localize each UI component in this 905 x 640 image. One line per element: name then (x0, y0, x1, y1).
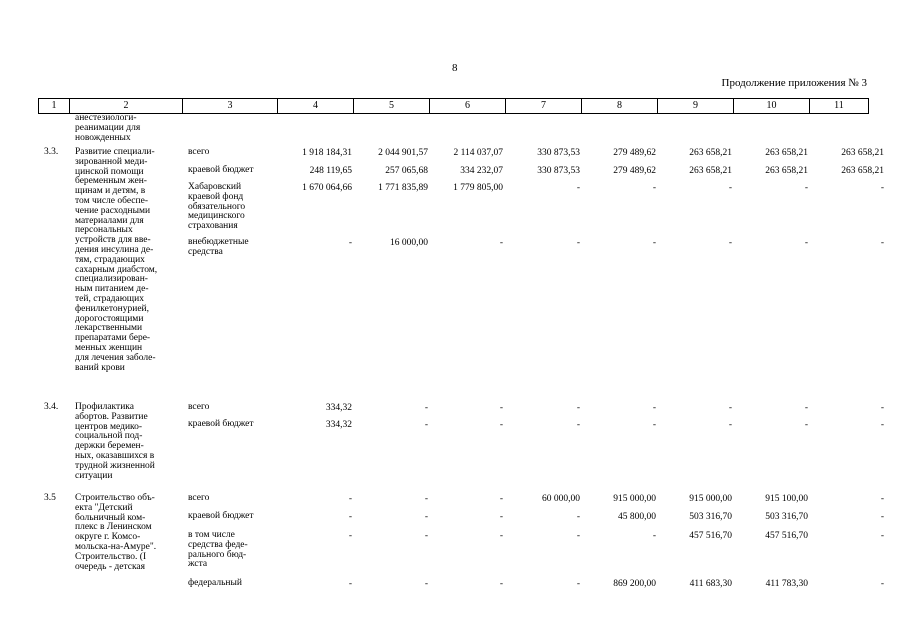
row_3_5-line-1-col-4: - (348, 512, 352, 522)
row_3_4-line-1-col-8: - (652, 420, 656, 430)
row_3_3-line-0-col-10: 263 658,21 (765, 148, 808, 158)
row_3_4-line-0-col-10: - (804, 403, 808, 413)
row_3_5-line-3-col-8: 869 200,00 (613, 579, 656, 589)
col-8-header: 8 (582, 99, 658, 114)
row_3_3-line-1-col-8: 279 489,62 (613, 166, 656, 176)
row_3_3-line-1-col-9: 263 658,21 (689, 166, 732, 176)
row_3_3-line-2-col-5: 1 771 835,89 (378, 183, 428, 193)
row_3_3-line-2-col-8: - (652, 183, 656, 193)
column-header-row (38, 98, 869, 114)
row_3_5-line-2-col-7: - (576, 531, 580, 541)
row_3_3-line-0-col-5: 2 044 901,57 (378, 148, 428, 158)
row_3_3-line-2-col-10: - (804, 183, 808, 193)
row_3_5-number: 3.5 (44, 493, 56, 503)
row_3_5-line-1-col-9: 503 316,70 (689, 512, 732, 522)
row_3_4-line-0-col-7: - (576, 403, 580, 413)
row_3_5-line-2-col-10: 457 516,70 (765, 531, 808, 541)
row_3_3-line-2-col-6: 1 779 805,00 (453, 183, 503, 193)
row_3_5-name: Строительство объ- екта "Детский больничный ком- плекс в Ленинском округе г. Комсо- мольска-на-Амуре". Строительство. (I очередь - детская (75, 493, 157, 572)
row_3_3-line-0-label: всего (188, 147, 210, 157)
row_3_3-line-3-col-6: - (499, 238, 503, 248)
row_3_5-line-1-label: краевой бюджет (188, 511, 254, 521)
row_3_5-line-2-col-4: - (348, 531, 352, 541)
row_3_5-line-0-col-5: - (424, 494, 428, 504)
row_3_4-line-0-col-8: - (652, 403, 656, 413)
row_3_5-line-1-col-11: - (880, 512, 884, 522)
row_3_4-line-1-col-4: 334,32 (325, 420, 352, 430)
row_3_3-line-1-col-7: 330 873,53 (537, 166, 580, 176)
row_3_3-line-2-col-11: - (880, 183, 884, 193)
row_3_3-line-3-col-8: - (652, 238, 656, 248)
row_3_5-line-3-col-9: 411 683,30 (689, 579, 732, 589)
row_3_3-line-3-col-10: - (804, 238, 808, 248)
col-1-header: 1 (39, 99, 70, 114)
col-7-header: 7 (506, 99, 582, 114)
col-2-header: 2 (70, 99, 183, 114)
row_3_5-line-0-col-11: - (880, 494, 884, 504)
row_3_5-line-0-col-4: - (348, 494, 352, 504)
col-10-header: 10 (734, 99, 810, 114)
col-5-header: 5 (354, 99, 430, 114)
row_3_3-line-1-col-11: 263 658,21 (841, 166, 884, 176)
row_3_3-line-2-col-4: 1 670 064,66 (302, 183, 352, 193)
row_3_5-line-3-col-5: - (424, 579, 428, 589)
row_3_5-line-0-col-8: 915 000,00 (613, 494, 656, 504)
row_3_5-line-0-col-10: 915 100,00 (765, 494, 808, 504)
row_3_5-line-2-col-11: - (880, 531, 884, 541)
row_3_4-line-0-col-4: 334,32 (325, 403, 352, 413)
row_3_4-number: 3.4. (44, 402, 59, 412)
col-3-header: 3 (183, 99, 278, 114)
continuation-note: Продолжение приложения № 3 (721, 77, 867, 89)
row_3_3-line-1-col-6: 334 232,07 (460, 166, 503, 176)
page-number: 8 (452, 62, 458, 74)
row_3_3-line-3-col-4: - (348, 238, 352, 248)
row_3_5-line-0-col-6: - (499, 494, 503, 504)
row_3_4-line-0-col-5: - (424, 403, 428, 413)
row_3_5-line-3-col-6: - (499, 579, 503, 589)
row_3_5-line-2-col-5: - (424, 531, 428, 541)
row_3_4-line-0-label: всего (188, 402, 210, 412)
row_3_5-line-0-label: всего (188, 493, 210, 503)
row_3_4-line-1-col-9: - (728, 420, 732, 430)
row_3_5-line-3-label: федеральный (188, 578, 242, 588)
row_3_3-name: Развитие специали- зированной меди- цинской помощи беременным жен- щинам и детям, в том числе обеспе- чение расходными материалами для персональных устройств для вве- дения инсулина де- тям, страдающих сахарным диабстом, специализирован- ным питанием де- тей, страдающих фенилкетонурией, дорогостоящими лекарственными препаратами бере- менных женщин для лечения заболе- ваний крови (75, 147, 158, 373)
row_3_3-line-1-col-4: 248 119,65 (309, 166, 352, 176)
row_3_3-line-0-col-6: 2 114 037,07 (453, 148, 503, 158)
row_3_5-line-1-col-7: - (576, 512, 580, 522)
row_3_4-line-0-col-6: - (499, 403, 503, 413)
row_3_4-line-1-label: краевой бюджет (188, 419, 254, 429)
col-9-header: 9 (658, 99, 734, 114)
row_3_4-line-1-col-6: - (499, 420, 503, 430)
row_3_5-line-3-col-4: - (348, 579, 352, 589)
row_3_3-line-0-col-4: 1 918 184,31 (302, 148, 352, 158)
row_3_3-line-2-label: Хабаровский краевой фонд обязательного медицинского страхования (188, 182, 246, 232)
row_3_3-line-3-col-5: 16 000,00 (390, 238, 428, 248)
previous-row-tail: анестезиологи- реанимации для новожденных (75, 113, 141, 143)
row_3_4-line-1-col-5: - (424, 420, 428, 430)
row_3_4-name: Профилактика абортов. Развитие центров медико- социальной под- держки беремен- ных, оказавшихся в трудной жизненной ситуации (75, 402, 155, 481)
row_3_3-line-0-col-8: 279 489,62 (613, 148, 656, 158)
row_3_3-line-1-label: краевой бюджет (188, 165, 254, 175)
row_3_5-line-2-col-8: - (652, 531, 656, 541)
row_3_3-line-3-col-7: - (576, 238, 580, 248)
row_3_5-line-2-col-9: 457 516,70 (689, 531, 732, 541)
col-4-header: 4 (278, 99, 354, 114)
row_3_5-line-1-col-10: 503 316,70 (765, 512, 808, 522)
col-6-header: 6 (430, 99, 506, 114)
row_3_3-line-3-col-11: - (880, 238, 884, 248)
row_3_5-line-1-col-5: - (424, 512, 428, 522)
row_3_3-line-1-col-10: 263 658,21 (765, 166, 808, 176)
row_3_3-line-0-col-11: 263 658,21 (841, 148, 884, 158)
row_3_4-line-0-col-9: - (728, 403, 732, 413)
row_3_4-line-1-col-11: - (880, 420, 884, 430)
row_3_5-line-1-col-6: - (499, 512, 503, 522)
row_3_3-line-2-col-7: - (576, 183, 580, 193)
row_3_3-line-0-col-7: 330 873,53 (537, 148, 580, 158)
col-11-header: 11 (810, 99, 869, 114)
row_3_5-line-3-col-10: 411 783,30 (765, 579, 808, 589)
row_3_5-line-2-label: в том числе средства феде- рального бюд- жста (188, 530, 248, 570)
row_3_5-line-3-col-11: - (880, 579, 884, 589)
row_3_3-line-0-col-9: 263 658,21 (689, 148, 732, 158)
row_3_5-line-0-col-7: 60 000,00 (542, 494, 580, 504)
row_3_4-line-0-col-11: - (880, 403, 884, 413)
row_3_3-line-3-label: внебюджетные средства (188, 237, 249, 257)
row_3_3-number: 3.3. (44, 147, 59, 157)
row_3_4-line-1-col-7: - (576, 420, 580, 430)
row_3_5-line-0-col-9: 915 000,00 (689, 494, 732, 504)
row_3_3-line-2-col-9: - (728, 183, 732, 193)
row_3_5-line-3-col-7: - (576, 579, 580, 589)
row_3_4-line-1-col-10: - (804, 420, 808, 430)
row_3_3-line-3-col-9: - (728, 238, 732, 248)
row_3_5-line-2-col-6: - (499, 531, 503, 541)
row_3_3-line-1-col-5: 257 065,68 (385, 166, 428, 176)
row_3_5-line-1-col-8: 45 800,00 (618, 512, 656, 522)
